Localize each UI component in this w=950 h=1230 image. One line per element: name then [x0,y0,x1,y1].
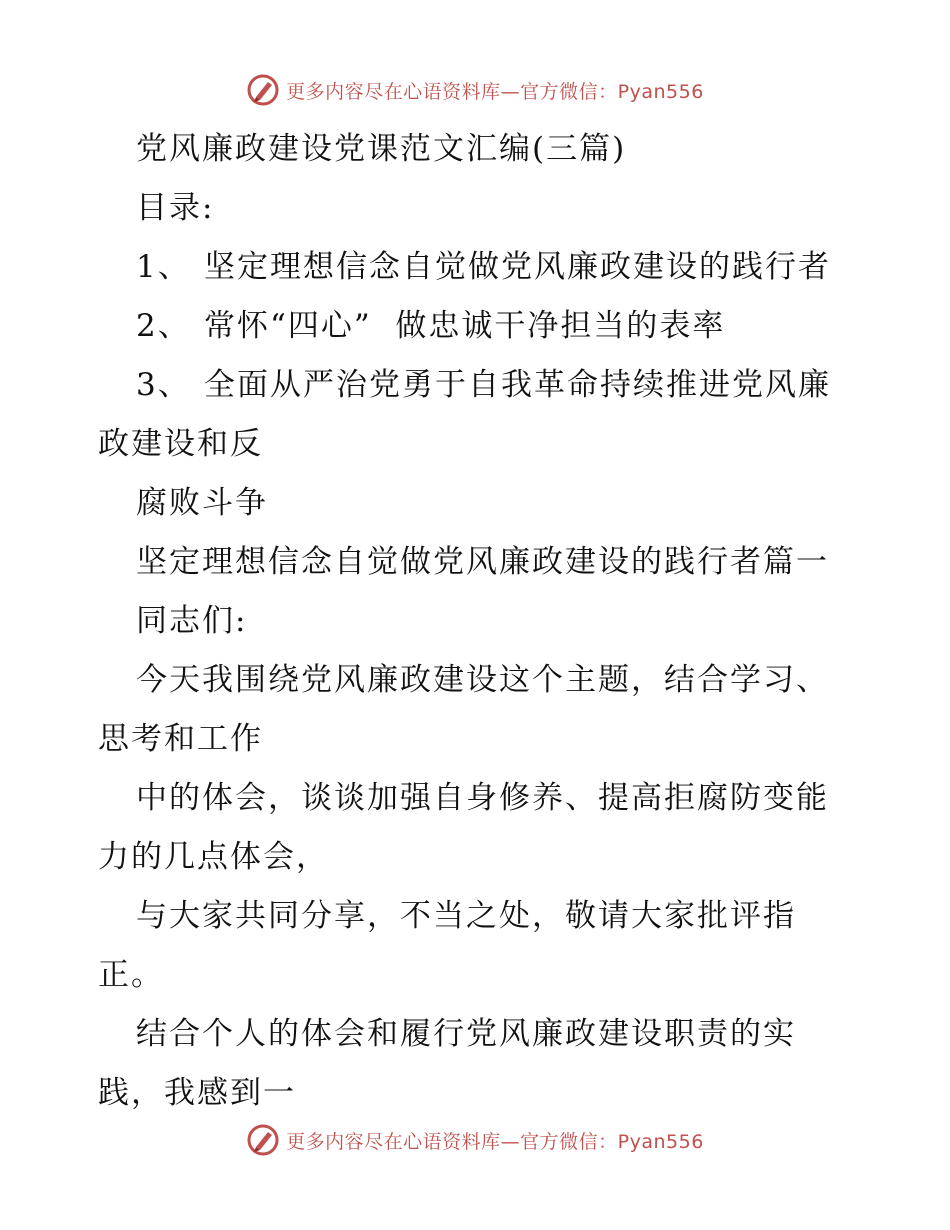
footer-watermark-banner [0,1120,950,1160]
toc-item-text: 全面从严治党勇于自我革命持续推进党风廉 [204,367,831,403]
pen-logo-icon [246,73,280,107]
paragraph-line: 中的体会，谈谈加强自身修养、提高拒腐防变能 [136,780,829,816]
toc-item-text: 常怀“四心” 做忠诚干净担当的表率 [204,308,726,344]
toc-item [98,238,858,297]
footer-banner-text: 更多内容尽在心语资料库—官方微信：Pyan556 [286,1130,704,1153]
section-heading: 坚定理想信念自觉做党风廉政建设的践行者篇一 [136,544,829,580]
header-banner-text: 更多内容尽在心语资料库—官方微信：Pyan556 [286,80,704,103]
header-watermark-banner [0,70,950,110]
greeting: 同志们: [136,603,248,639]
toc-item-number: 1、 [136,249,191,285]
toc-item-text: 坚定理想信念自觉做党风廉政建设的践行者 [204,249,831,285]
paragraph-line: 今天我围绕党风廉政建设这个主题，结合学习、 [136,662,829,698]
toc-item-number: 2、 [136,308,191,344]
pen-logo-icon [246,1123,280,1157]
paragraph-line-continued: 思考和工作 [98,721,263,757]
toc-item [98,297,858,356]
paragraph-line-continued: 力的几点体会， [98,839,329,875]
toc-item [98,356,858,415]
paragraph-line: 结合个人的体会和履行党风廉政建设职责的实 [136,1016,796,1052]
paragraph-line: 与大家共同分享，不当之处，敬请大家批评指 [136,898,796,934]
toc-item-continued: 政建设和反 [98,426,263,462]
paragraph-line-continued: 正。 [98,957,164,993]
toc-item-number: 3、 [136,367,191,403]
document-body [98,120,858,1123]
document-title: 党风廉政建设党课范文汇编(三篇) [136,131,627,167]
toc-label: 目录: [136,190,215,226]
paragraph-line-continued: 践，我感到一 [98,1075,296,1111]
toc-tail: 腐败斗争 [136,485,268,521]
